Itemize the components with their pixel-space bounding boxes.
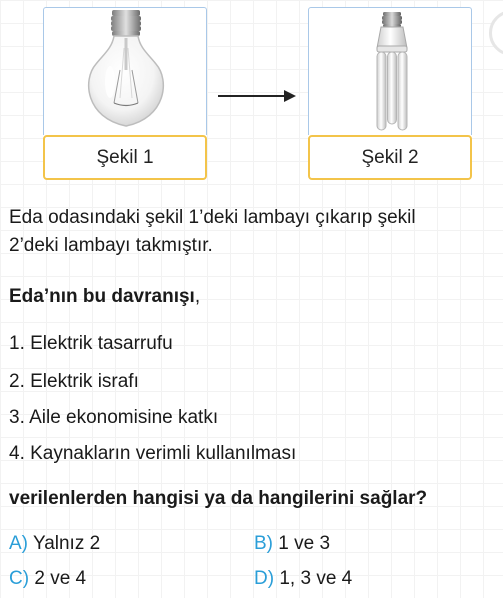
incandescent-bulb-icon bbox=[44, 8, 207, 135]
question-prompt bbox=[9, 283, 200, 311]
option-c[interactable] bbox=[9, 565, 86, 593]
energy-saving-bulb-icon bbox=[309, 8, 472, 135]
list-item-4: 4. Kaynakların verimli kullanılması bbox=[9, 443, 297, 464]
prompt-bold-text: Eda’nın bu davranışı bbox=[9, 286, 195, 307]
list-item-2: 2. Elektrik israfı bbox=[9, 371, 139, 392]
figure-1-image bbox=[43, 7, 207, 135]
list-item-1: 1. Elektrik tasarrufu bbox=[9, 333, 173, 354]
corner-decoration bbox=[489, 10, 503, 56]
option-b[interactable] bbox=[254, 530, 330, 558]
option-c-letter: C) bbox=[9, 568, 30, 589]
option-a-letter: A) bbox=[9, 533, 28, 554]
prompt-comma: , bbox=[194, 286, 201, 307]
option-d[interactable] bbox=[254, 565, 352, 593]
question-stem-line-1: Eda odasındaki şekil 1’deki lambayı çıkarıp şekil bbox=[9, 207, 416, 228]
option-a-text: Yalnız 2 bbox=[32, 533, 101, 554]
figure-2-label: Şekil 2 bbox=[308, 135, 472, 180]
option-d-text: 1, 3 ve 4 bbox=[279, 568, 353, 589]
option-b-letter: B) bbox=[254, 533, 273, 554]
option-c-text: 2 ve 4 bbox=[34, 568, 87, 589]
arrow-right-icon bbox=[218, 88, 298, 104]
option-d-letter: D) bbox=[254, 568, 275, 589]
question-stem-line-2: 2’deki lambayı takmıştır. bbox=[9, 235, 213, 256]
figure-2-image bbox=[308, 7, 472, 135]
question-ask: verilenlerden hangisi ya da hangilerini sağlar? bbox=[9, 488, 428, 509]
figure-1-label: Şekil 1 bbox=[43, 135, 207, 180]
option-b-text: 1 ve 3 bbox=[278, 533, 331, 554]
list-item-3: 3. Aile ekonomisine katkı bbox=[9, 407, 219, 428]
option-a[interactable] bbox=[9, 530, 100, 558]
